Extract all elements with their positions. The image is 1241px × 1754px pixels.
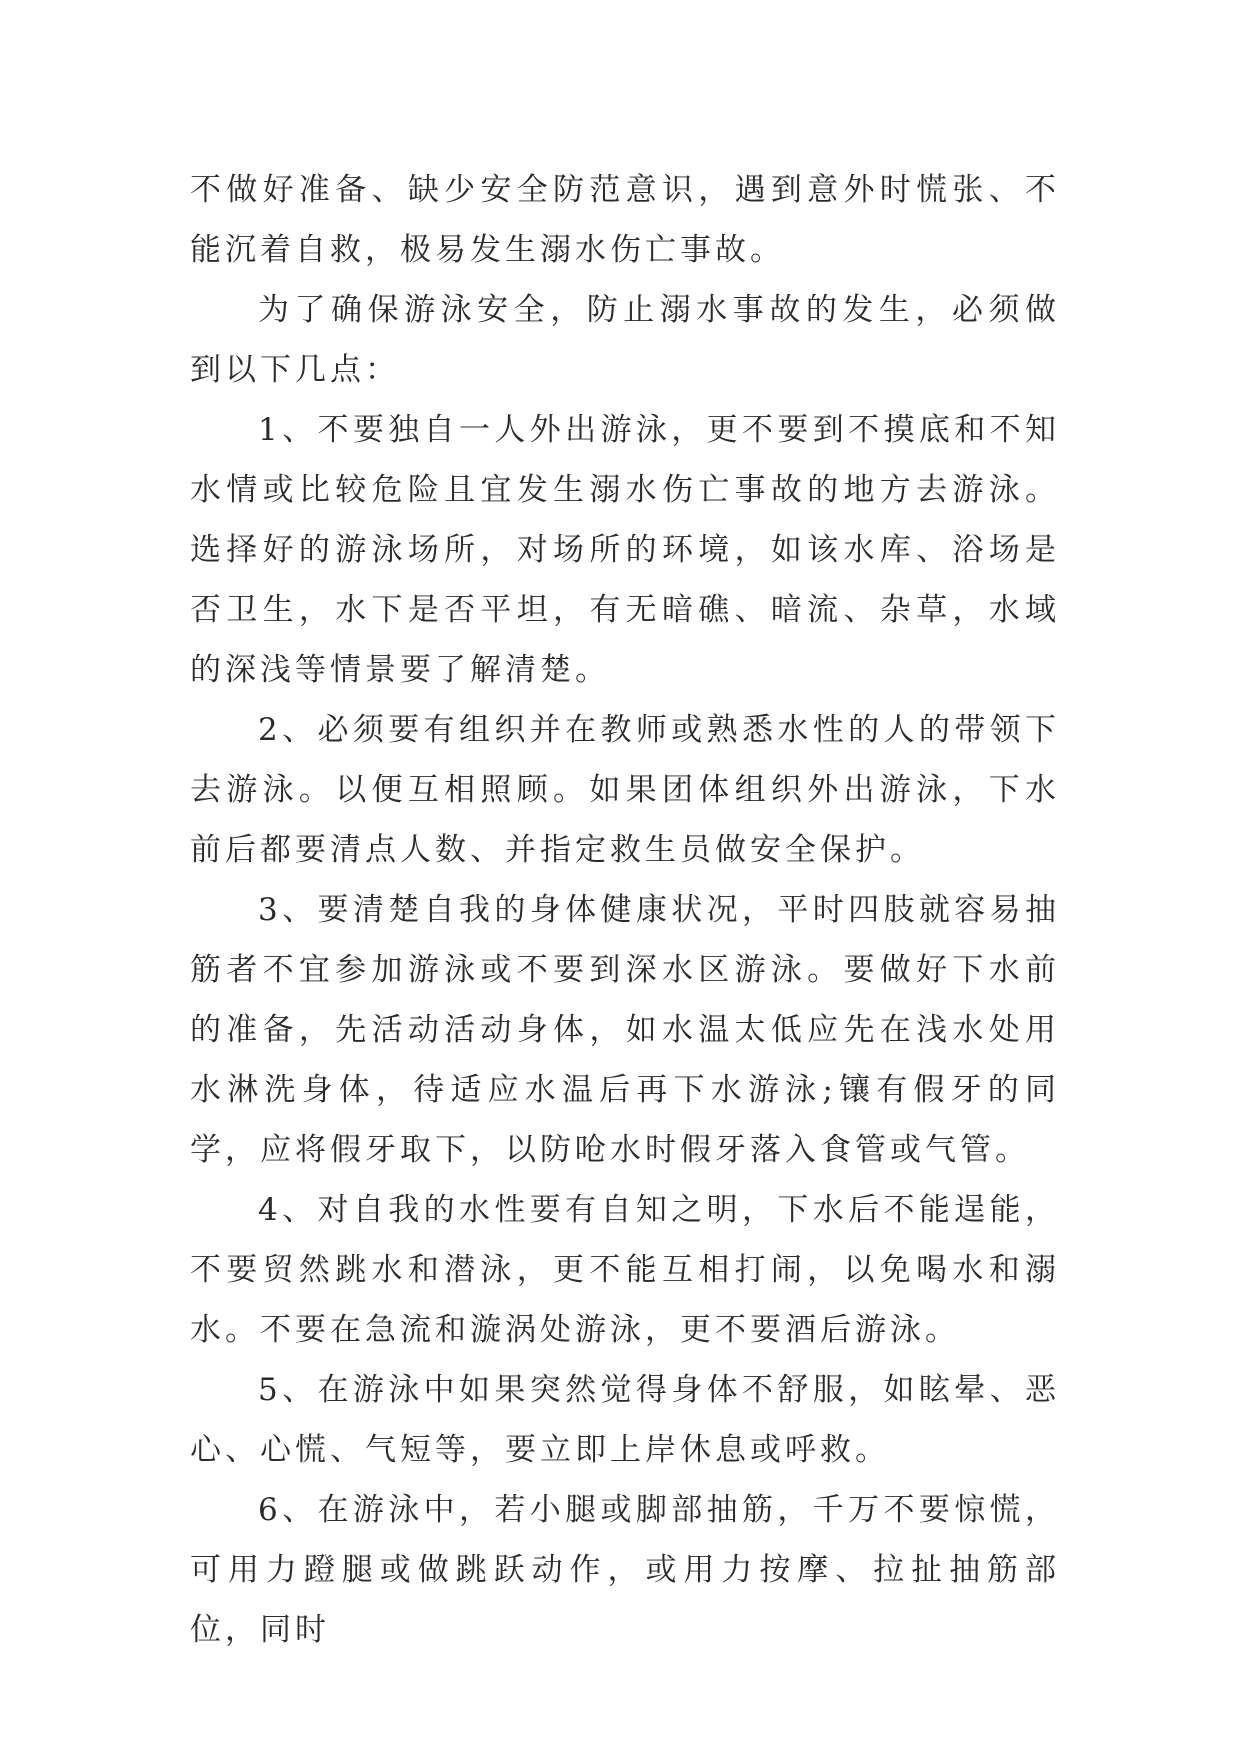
paragraph-item-3: 3、要清楚自我的身体健康状况，平时四肢就容易抽筋者不宜参加游泳或不要到深水区游泳。要做好下水前的准备，先活动活动身体，如水温太低应先在浅水处用水淋洗身体，待适应水温后再下水游泳;镶有假牙的同学，应将假牙取下，以防呛水时假牙落入食管或气管。 <box>190 892 1060 1168</box>
paragraph-continuation: 不做好准备、缺少安全防范意识，遇到意外时慌张、不能沉着自救，极易发生溺水伤亡事故。 <box>190 172 1060 268</box>
paragraph-item-1: 1、不要独自一人外出游泳，更不要到不摸底和不知水情或比较危险且宜发生溺水伤亡事故的地方去游泳。选择好的游泳场所，对场所的环境，如该水库、浴场是否卫生，水下是否平坦，有无暗礁、暗流、杂草，水域的深浅等情景要了解清楚。 <box>190 412 1060 688</box>
paragraph-item-2: 2、必须要有组织并在教师或熟悉水性的人的带领下去游泳。以便互相照顾。如果团体组织外出游泳，下水前后都要清点人数、并指定救生员做安全保护。 <box>190 712 1060 868</box>
paragraph-item-5: 5、在游泳中如果突然觉得身体不舒服，如眩晕、恶心、心慌、气短等，要立即上岸休息或呼救。 <box>190 1372 1060 1468</box>
paragraph-intro: 为了确保游泳安全，防止溺水事故的发生，必须做到以下几点： <box>190 292 1060 388</box>
document-body <box>190 160 1060 1660</box>
paragraph-item-6: 6、在游泳中，若小腿或脚部抽筋，千万不要惊慌，可用力蹬腿或做跳跃动作，或用力按摩、拉扯抽筋部位，同时 <box>190 1492 1060 1648</box>
paragraph-item-4: 4、对自我的水性要有自知之明，下水后不能逞能，不要贸然跳水和潜泳，更不能互相打闹，以免喝水和溺水。不要在急流和漩涡处游泳，更不要酒后游泳。 <box>190 1192 1060 1348</box>
